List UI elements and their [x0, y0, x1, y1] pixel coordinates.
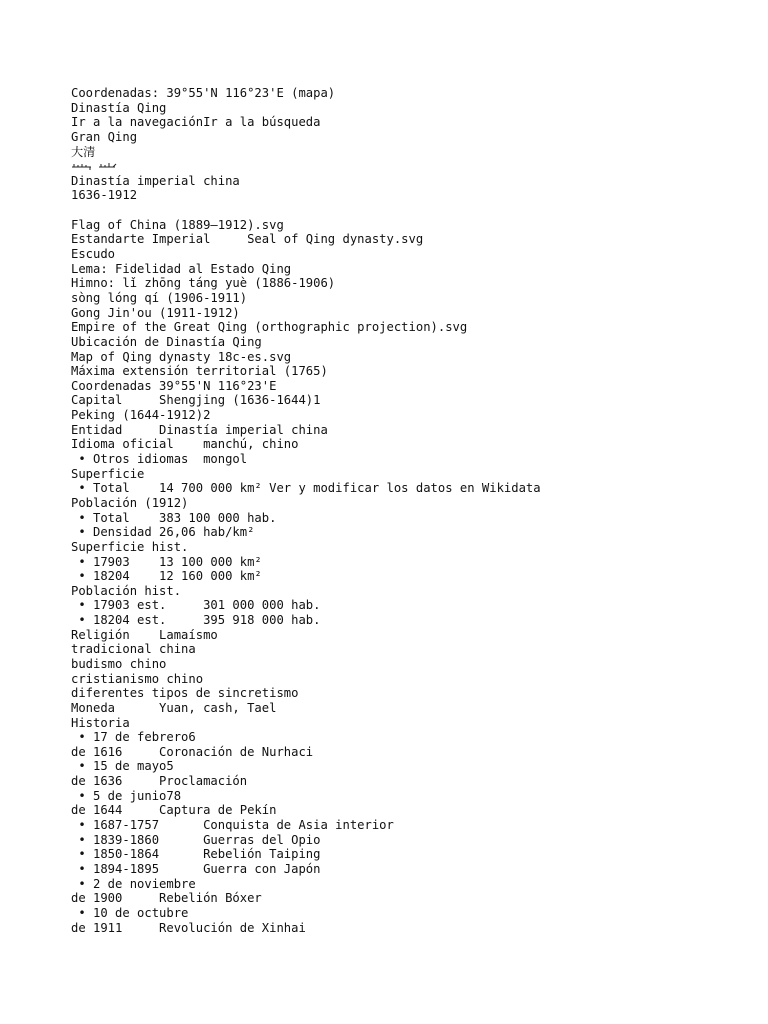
blank-line	[71, 203, 761, 218]
text-line: Población hist.	[71, 583, 182, 598]
text-line: • Otros idiomas mongol	[71, 452, 248, 467]
text-line: Población (1912)	[71, 495, 189, 510]
text-line: tradicional china	[71, 642, 196, 657]
text-line: • 1850-1864 Rebelión Taiping	[71, 847, 321, 862]
text-line: • 1687-1757 Conquista de Asia interior	[71, 818, 394, 833]
manchu-script-line	[71, 159, 761, 174]
text-line: Escudo	[71, 247, 116, 262]
text-line: Map of Qing dynasty 18c-es.svg	[71, 349, 292, 364]
text-line: • Densidad 26,06 hab/km²	[71, 525, 255, 540]
text-line: • 17 de febrero6	[71, 730, 196, 745]
text-line: Coordenadas: 39°55'N 116°23'E (mapa)	[71, 86, 336, 100]
text-line: Estandarte Imperial Seal of Qing dynasty.svg	[71, 232, 424, 247]
text-line: de 1644 Captura de Pekín	[71, 803, 277, 818]
text-line: Coordenadas 39°55'N 116°23'E	[71, 378, 277, 393]
text-line: Entidad Dinastía imperial china	[71, 422, 328, 437]
text-line: 1636-1912	[71, 188, 138, 203]
text-line: Máxima extensión territorial (1765)	[71, 364, 328, 379]
text-line: • 18204 12 160 000 km²	[71, 569, 262, 584]
text-line: • 2 de noviembre	[71, 876, 196, 891]
text-line: de 1911 Revolución de Xinhai	[71, 920, 306, 935]
text-line: de 1636 Proclamación	[71, 774, 248, 789]
text-line: • 5 de junio78	[71, 788, 182, 803]
text-line: Capital Shengjing (1636-1644)1	[71, 393, 321, 408]
text-line: Moneda Yuan, cash, Tael	[71, 700, 277, 715]
text-line: Idioma oficial manchú, chino	[71, 437, 299, 452]
text-line: 大清	[71, 144, 96, 159]
text-line: Dinastía Qing	[71, 100, 167, 115]
text-line: Flag of China (1889–1912).svg	[71, 217, 284, 232]
text-line: Gran Qing	[71, 129, 138, 144]
text-line: • 17903 13 100 000 km²	[71, 554, 262, 569]
text-line: diferentes tipos de sincretismo	[71, 686, 299, 701]
text-line: • 1894-1895 Guerra con Japón	[71, 861, 321, 876]
text-line: Gong Jin'ou (1911-1912)	[71, 305, 240, 320]
text-line: • 17903 est. 301 000 000 hab.	[71, 598, 321, 613]
text-line: Religión Lamaísmo	[71, 627, 218, 642]
text-line: • 15 de mayo5	[71, 759, 174, 774]
text-line: • Total 14 700 000 km² Ver y modificar los datos en Wikidata	[71, 481, 541, 496]
text-line: de 1900 Rebelión Bóxer	[71, 891, 262, 906]
text-line: Superficie	[71, 466, 145, 481]
text-line: • 10 de octubre	[71, 905, 189, 920]
text-line: • 18204 est. 395 918 000 hab.	[71, 613, 321, 628]
manchu-script-glyphs	[71, 160, 119, 170]
text-line: budismo chino	[71, 656, 167, 671]
text-line: Ubicación de Dinastía Qing	[71, 334, 262, 349]
text-line: Himno: lǐ zhōng táng yuè (1886-1906)	[71, 276, 336, 291]
text-line: • Total 383 100 000 hab.	[71, 510, 277, 525]
text-line: de 1616 Coronación de Nurhaci	[71, 744, 314, 759]
text-line: Peking (1644-1912)2	[71, 408, 211, 423]
text-line: Historia	[71, 715, 130, 730]
text-line: Ir a la navegaciónIr a la búsqueda	[71, 115, 321, 130]
text-line: Dinastía imperial china	[71, 173, 240, 188]
text-line: Empire of the Great Qing (orthographic projection).svg	[71, 320, 468, 335]
text-line: cristianismo chino	[71, 671, 204, 686]
text-line: Lema: Fidelidad al Estado Qing	[71, 261, 292, 276]
text-line: • 1839-1860 Guerras del Opio	[71, 832, 321, 847]
text-line: sòng lóng qí (1906-1911)	[71, 290, 248, 305]
text-line: Superficie hist.	[71, 539, 189, 554]
document-text	[71, 86, 761, 935]
